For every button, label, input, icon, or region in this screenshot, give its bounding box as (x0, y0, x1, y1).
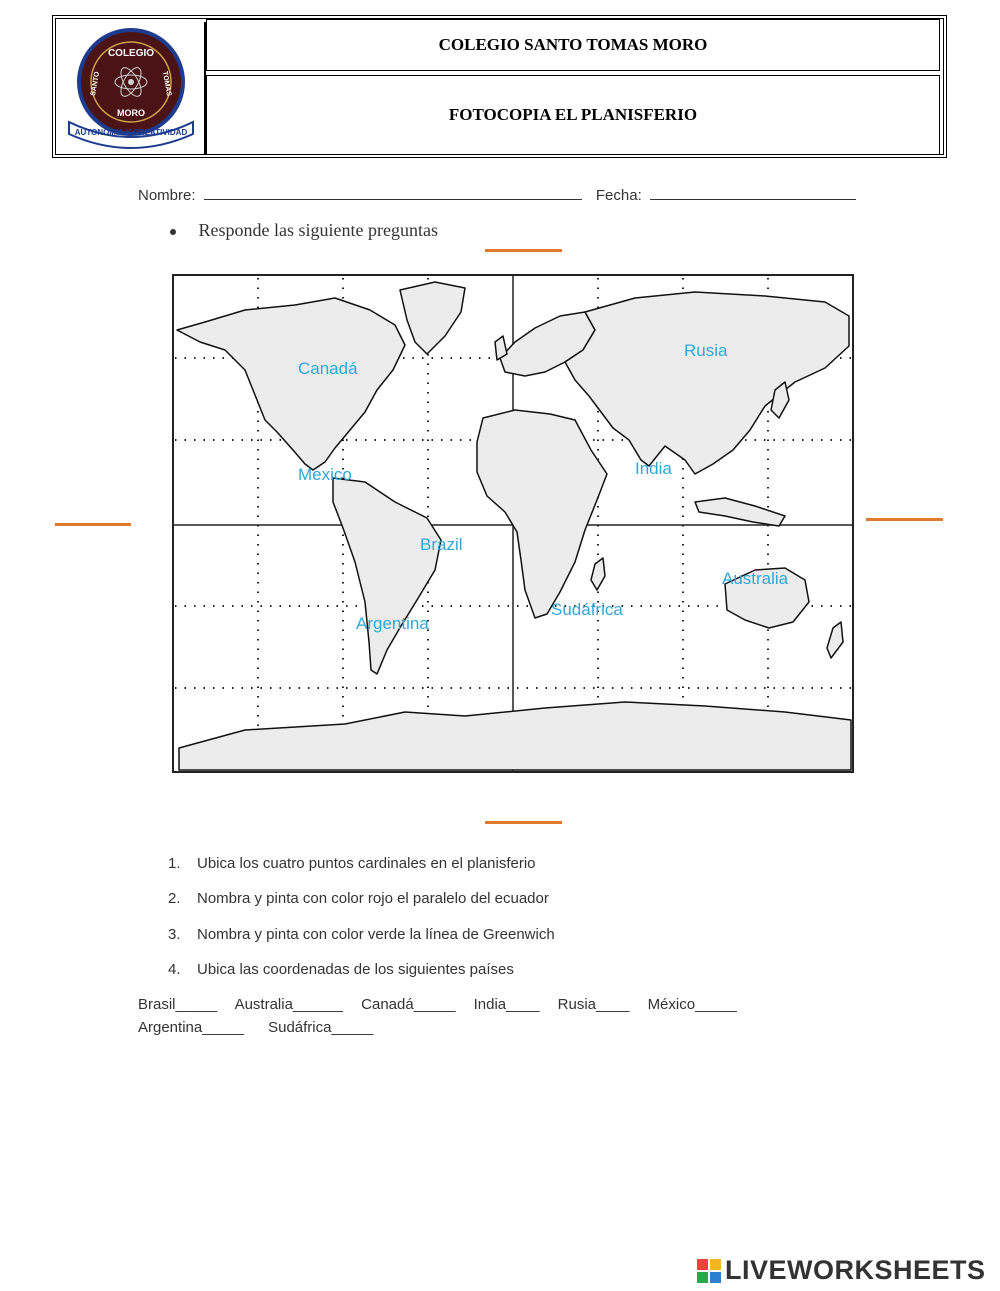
school-seal (59, 22, 204, 155)
question-number: 4. (168, 961, 181, 978)
liveworksheets-brand: LIVEWORKSHEETS (725, 1255, 986, 1285)
south-answer-slot[interactable] (485, 821, 562, 824)
question-text: Ubica los cuatro puntos cardinales en el planisferio (197, 855, 536, 872)
header-table (52, 15, 947, 158)
worksheet-title: FOTOCOPIA EL PLANISFERIO (206, 75, 940, 155)
name-date-row (138, 185, 856, 204)
answers-row-2 (138, 1019, 387, 1036)
seal-bottom-text: MORO (117, 108, 145, 118)
answer-argentina[interactable]: Argentina_____ (138, 1019, 244, 1036)
question-2 (168, 890, 549, 907)
seal-top-text: COLEGIO (107, 48, 155, 59)
question-number: 1. (168, 855, 181, 872)
question-text: Nombra y pinta con color verde la línea de Greenwich (197, 926, 555, 943)
date-blank[interactable] (650, 185, 856, 200)
answer-brasil[interactable]: Brasil_____ (138, 996, 218, 1013)
date-label: Fecha: (595, 187, 642, 204)
seal-right-text: TOMAS (160, 70, 173, 97)
label-rusia: Rusia (684, 341, 728, 360)
question-number: 3. (168, 926, 181, 943)
question-number: 2. (168, 890, 181, 907)
label-australia: Australia (722, 569, 789, 588)
answers-row-1 (138, 996, 751, 1013)
answer-rusia[interactable]: Rusia____ (557, 996, 630, 1013)
school-name: COLEGIO SANTO TOMAS MORO (206, 19, 940, 71)
question-1 (168, 855, 536, 872)
label-india: India (635, 459, 672, 478)
answer-canada[interactable]: Canadá_____ (361, 996, 456, 1013)
answer-mexico[interactable]: México_____ (647, 996, 737, 1013)
liveworksheets-logo[interactable] (697, 1255, 986, 1286)
answer-sudafrica[interactable]: Sudáfrica_____ (268, 1019, 374, 1036)
question-3 (168, 926, 555, 943)
east-answer-slot[interactable] (866, 518, 943, 521)
bullet-icon (170, 229, 176, 235)
answer-australia[interactable]: Australia______ (234, 996, 343, 1013)
label-mexico: Mexico (298, 465, 352, 484)
label-sudafrica: Sudáfrica (551, 600, 623, 619)
question-4 (168, 961, 514, 978)
liveworksheets-icon (697, 1259, 721, 1283)
world-map (165, 250, 870, 795)
west-answer-slot[interactable] (55, 523, 131, 526)
answer-india[interactable]: India____ (473, 996, 540, 1013)
question-text: Ubica las coordenadas de los siguientes países (197, 961, 514, 978)
name-label: Nombre: (138, 187, 196, 204)
instruction (170, 220, 438, 241)
label-argentina: Argentina (356, 614, 429, 633)
seal-ribbon-text: AUTONOMIA Y CREATIVIDAD (74, 128, 188, 137)
label-brazil: Brazil (420, 535, 463, 554)
question-text: Nombra y pinta con color rojo el paralelo del ecuador (197, 890, 549, 907)
logo-cell (59, 22, 206, 155)
instruction-text: Responde las siguiente preguntas (198, 220, 438, 240)
label-canada: Canadá (298, 359, 358, 378)
name-blank[interactable] (204, 185, 582, 200)
seal-left-text: SANTO (89, 71, 102, 97)
